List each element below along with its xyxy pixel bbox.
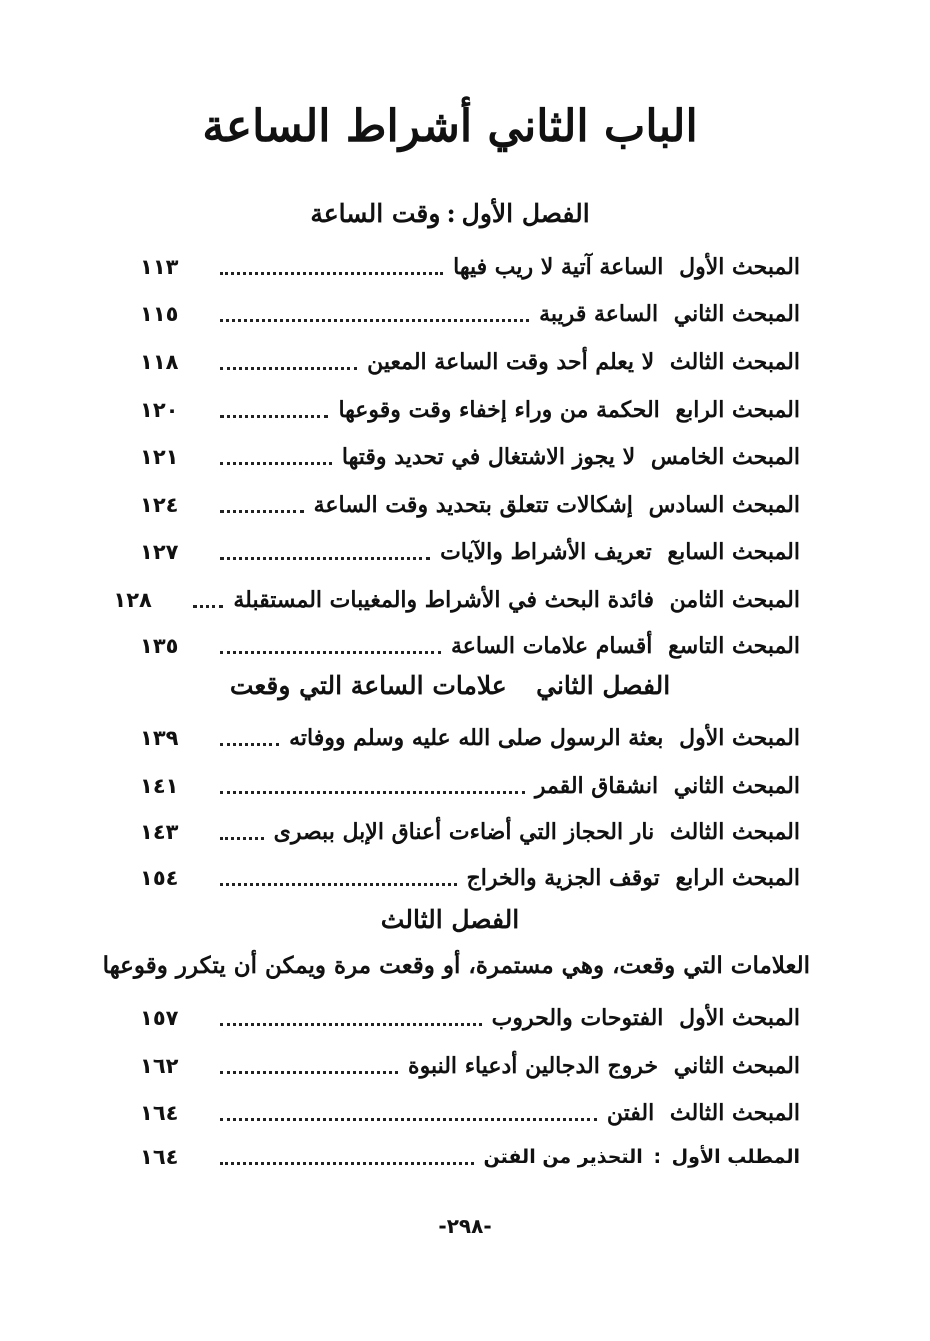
dot-leader: [220, 415, 328, 418]
entry-page-number: ١٢١: [140, 445, 179, 469]
entry-page-number: ١١٥: [140, 302, 179, 326]
dot-leader: [220, 367, 357, 370]
dot-leader: [220, 743, 279, 746]
toc-entry[interactable]: [140, 1093, 800, 1133]
entry-label: المبحث الثالث: [669, 1100, 800, 1126]
dot-leader: [193, 605, 223, 608]
toc-entry[interactable]: [140, 858, 800, 898]
entry-page-number: ١٥٤: [140, 866, 179, 890]
entry-title: توقف الجزية والخراج: [466, 865, 660, 891]
entry-title: لا يجوز الاشتغال في تحديد وقتها: [341, 444, 636, 470]
entry-title: فائدة البحث في الأشراط والمغيبات المستقبلة: [233, 587, 654, 613]
toc-entry[interactable]: [140, 532, 800, 572]
entry-page-number: ١٥٧: [140, 1006, 179, 1030]
entry-title: الساعة آتية لا ريب فيها: [453, 254, 664, 280]
entry-title: أقسام علامات الساعة: [450, 633, 653, 659]
chapter-heading: [150, 900, 750, 940]
chapter-note: العلامات التي وقعت، وهي مستمرة، أو وقعت مرة ويمكن أن يتكرر وقوعها: [102, 952, 810, 979]
entry-label: المبحث الأول: [679, 725, 800, 751]
entry-title: بعثة الرسول صلى الله عليه وسلم ووفاته: [289, 725, 664, 751]
toc-entry[interactable]: [140, 437, 800, 477]
dot-leader: [220, 462, 332, 465]
toc-entry[interactable]: [140, 342, 800, 382]
entry-label: المبحث السادس: [648, 492, 800, 518]
toc-entry[interactable]: [113, 580, 800, 620]
entry-page-number: ١٦٤: [140, 1101, 179, 1125]
toc-entry[interactable]: [140, 998, 800, 1038]
toc-entry[interactable]: [140, 485, 800, 525]
dot-leader: [220, 791, 525, 794]
dot-leader: [220, 651, 441, 654]
entry-page-number: ١٤٣: [140, 820, 179, 844]
entry-page-number: ١٣٩: [140, 726, 179, 750]
entry-label: المبحث الثامن: [669, 587, 800, 613]
dot-leader: [220, 319, 529, 322]
toc-entry[interactable]: [140, 294, 800, 334]
entry-label: المبحث الثاني: [673, 1053, 800, 1079]
entry-title: انشقاق القمر: [534, 773, 659, 799]
toc-entry[interactable]: المطلب الأول : التحذير من الفتن ١٦٤: [140, 1137, 800, 1177]
entry-label: المبحث الرابع: [675, 397, 800, 423]
entry-title: تعريف الأشراط والآيات: [440, 539, 652, 565]
chapter-heading-subtitle: علامات الساعة التي وقعت: [229, 671, 507, 700]
entry-label: المبحث الثاني: [673, 301, 800, 327]
entry-label: المبحث التاسع: [668, 633, 800, 659]
entry-label: المبحث الثالث: [669, 819, 800, 845]
entry-page-number: ١٢٨: [113, 588, 152, 612]
dot-leader: [220, 1162, 474, 1165]
toc-entry[interactable]: [140, 812, 800, 852]
entry-page-number: ١٢٧: [140, 540, 179, 564]
entry-title: الساعة قريبة: [539, 301, 659, 327]
page-title: الباب الثاني أشراط الساعة: [202, 101, 698, 152]
entry-page-number: ١١٣: [140, 255, 179, 279]
toc-entry[interactable]: [140, 1046, 800, 1086]
toc-entry[interactable]: [140, 718, 800, 758]
chapter-heading-label: الفصل الثاني: [536, 671, 671, 700]
dot-leader: [220, 883, 457, 886]
dot-leader: [220, 557, 430, 560]
entry-title: الحكمة من وراء إخفاء وقت وقوعها: [338, 397, 660, 423]
toc-entry[interactable]: [140, 626, 800, 666]
dot-leader: [220, 1023, 482, 1026]
entry-label: المبحث الأول: [679, 1005, 800, 1031]
entry-title: الفتن: [606, 1100, 655, 1126]
entry-label: المبحث الرابع: [675, 865, 800, 891]
entry-title: التحذير من الفتن: [483, 1146, 643, 1168]
entry-label: المطلب الأول: [671, 1146, 800, 1168]
entry-title: إشكالات تتعلق بتحديد وقت الساعة: [313, 492, 633, 518]
entry-page-number: ١٤١: [140, 774, 179, 798]
chapter-heading-label: الفصل الأول: [461, 199, 590, 228]
toc-entry[interactable]: [140, 247, 800, 287]
toc-entry[interactable]: [140, 390, 800, 430]
entry-page-number: ١١٨: [140, 350, 179, 374]
dot-leader: [220, 1071, 398, 1074]
chapter-heading: [150, 666, 750, 706]
entry-label: المبحث الخامس: [650, 444, 800, 470]
entry-page-number: ١٢٤: [140, 493, 179, 517]
toc-entry[interactable]: [140, 766, 800, 806]
entry-page-number: ١٣٥: [140, 634, 179, 658]
chapter-heading-label: الفصل الثالث: [380, 905, 520, 934]
entry-label: المبحث الثالث: [669, 349, 800, 375]
dot-leader: [220, 510, 304, 513]
dot-leader: [220, 837, 264, 840]
entry-title: خروج الدجالين أدعياء النبوة: [408, 1053, 659, 1079]
chapter-heading: الفصل الأول:وقت الساعة: [310, 199, 590, 228]
entry-label: المبحث الثاني: [673, 773, 800, 799]
entry-label: المبحث السابع: [667, 539, 800, 565]
dot-leader: [220, 272, 443, 275]
entry-page-number: ١٢٠: [140, 398, 179, 422]
entry-title: لا يعلم أحد وقت الساعة المعين: [367, 349, 655, 375]
chapter-heading-subtitle: وقت الساعة: [310, 199, 441, 228]
entry-label: المبحث الأول: [679, 254, 800, 280]
dot-leader: [220, 1118, 597, 1121]
page-number: -٢٩٨-: [438, 1214, 492, 1238]
entry-page-number: ١٦٤: [140, 1145, 179, 1169]
entry-page-number: ١٦٢: [140, 1054, 179, 1078]
entry-title: نار الحجاز التي أضاءت أعناق الإبل ببصرى: [273, 819, 655, 845]
entry-title: الفتوحات والحروب: [491, 1005, 664, 1031]
